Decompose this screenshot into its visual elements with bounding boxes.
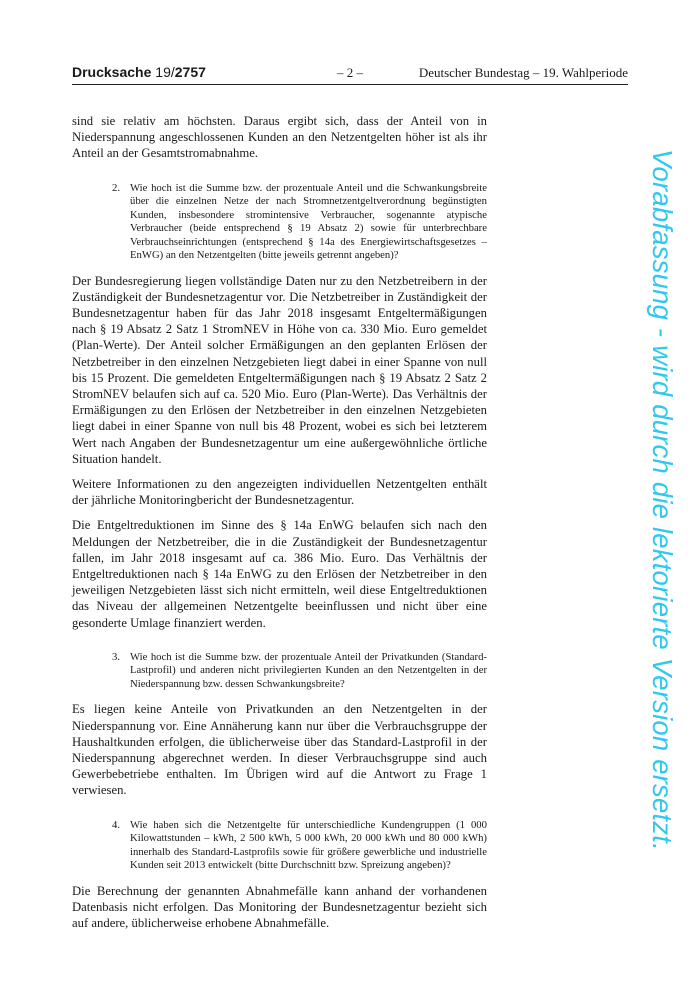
watermark-text: Vorabfassung - wird durch die lektorierte Version ersetzt. [647,149,678,851]
page-body [72,113,487,940]
question-text: Wie haben sich die Netzentgelte für unterschiedliche Kundengruppen (1 000 Kilowattstunden – kWh, 2 500 kWh, 5 000 kWh, 20 000 kWh und 80 000 kWh) innerhalb des Standard-Lastprofils sowie für größere gewerbliche und industrielle Kunden seit 2013 entwickelt (bitte Durchschnitt bzw. Spreizung angeben)? [130,818,487,872]
document-number-prefix: 19/ [155,64,175,80]
parliament-period: Deutscher Bundestag – 19. Wahlperiode [418,65,628,80]
answer-2-paragraph: Weitere Informationen zu den angezeigten individuellen Netzentgelten enthält der jährliche Monitoringbericht der Bundesnetzagentur. [72,477,487,508]
answer-1-continuation: sind sie relativ am höchsten. Daraus ergibt sich, dass der Anteil von in Niederspannung angeschlossenen Kunden an den Netzentgelten höher ist als ihr Anteil an der Gesamtstromabnahme. [72,114,487,161]
question-number: 3. [112,650,121,663]
question-number: 4. [112,818,121,831]
question-number: 2. [112,181,121,194]
question-3 [112,651,487,692]
question-text: Wie hoch ist die Summe bzw. der prozentuale Anteil der Privatkunden (Standard-Lastprofil) und anderen nicht privilegierten Kunden an den Netzentgelten in der Niederspannung bzw. dessen Schwankungsbreite? [130,650,487,690]
page-header [72,64,628,85]
answer-4-paragraph: Die Berechnung der genannten Abnahmefälle kann anhand der vorhandenen Datenbasis nicht erfolgen. Das Monitoring der Bundesnetzagentur bezieht sich auf andere, üblicherweise erhobene Abnahmefälle. [72,883,487,930]
answer-2-paragraph: Die Entgeltreduktionen im Sinne des § 14a EnWG belaufen sich nach den Meldungen der Netzbetreiber, die in die Zuständigkeit der Bundesnetzagentur fallen, im Jahr 2018 insgesamt auf ca. 386 Mio. Euro. Das Verhältnis der Entgeltreduktionen nach § 14a EnWG zu den Erlösen der Netzbetreiber in den jeweiligen Netzgebieten lässt sich nicht ermitteln, weil diese Entgeltreduktionen das Niveau der allgemeinen Netzentgelte beeinflussen und nicht über eine gesonderte Umlage finanziert werden. [72,518,487,630]
document-label: Drucksache [72,64,152,80]
answer-3-paragraph: Es liegen keine Anteile von Privatkunden an den Netzentgelten in der Niederspannung vor. Eine Annäherung kann nur über die Verbrauchsgruppe der Haushaltkunden erfolgen, die üblicherweise über das Standard-Lastprofil in der Niederspannung abgerechnet werden. In dieser Verbrauchsgruppe sind auch Gewerbebetriebe enthalten. Im Übrigen wird auf die Antwort zu Frage 1 verwiesen. [72,702,487,798]
document-number-main: 2757 [174,64,206,80]
question-text: Wie hoch ist die Summe bzw. der prozentuale Anteil und die Schwankungsbreite über die einzelnen Netze der nach Stromnetzentgeltverordnung begünstigten Kunden, insbesondere stromintensive Verbraucher, sogenannte atypische Verbraucher (beide entsprechend § 19 Absatz 2) sowie für unterbrechbare Verbrauchseinrichtungen (entsprechend § 14a des Energiewirtschaftsgesetzes – EnWG) an den Netzentgelten (bitte jeweils getrennt angeben)? [130,181,487,262]
question-2 [112,182,487,263]
page-number: – 2 – [337,65,363,80]
question-4 [112,819,487,873]
answer-2-paragraph: Der Bundesregierung liegen vollständige Daten nur zu den Netzbetreibern in der Zuständigkeit der Bundesnetzagentur vor. Die Netzbetreiber in Zuständigkeit der Bundesnetzagentur haben für das Jahr 2018 insgesamt Entgeltermäßigungen nach § 19 Absatz 2 Satz 1 StromNEV in Höhe von ca. 330 Mio. Euro gemeldet (Plan-Werte). Der Anteil solcher Ermäßigungen an den geplanten Erlösen der Netzbetreiber in den einzelnen Netzgebieten liegt dabei in einer Spanne von null bis 15 Prozent. Die gemeldeten Entgeltermäßigungen nach § 19 Absatz 2 Satz 2 StromNEV belaufen sich auf ca. 520 Mio. Euro (Plan-Werte). Das Verhältnis der Ermäßigungen zu den Erlösen der Netzbetreiber in den einzelnen Netzgebieten liegt dabei in einer Spanne von null bis 48 Prozent, wobei es sich bei letzterem Wert nach Angaben der Bundesnetzagentur um eine außergewöhnliche örtliche Situation handelt. [72,273,487,466]
